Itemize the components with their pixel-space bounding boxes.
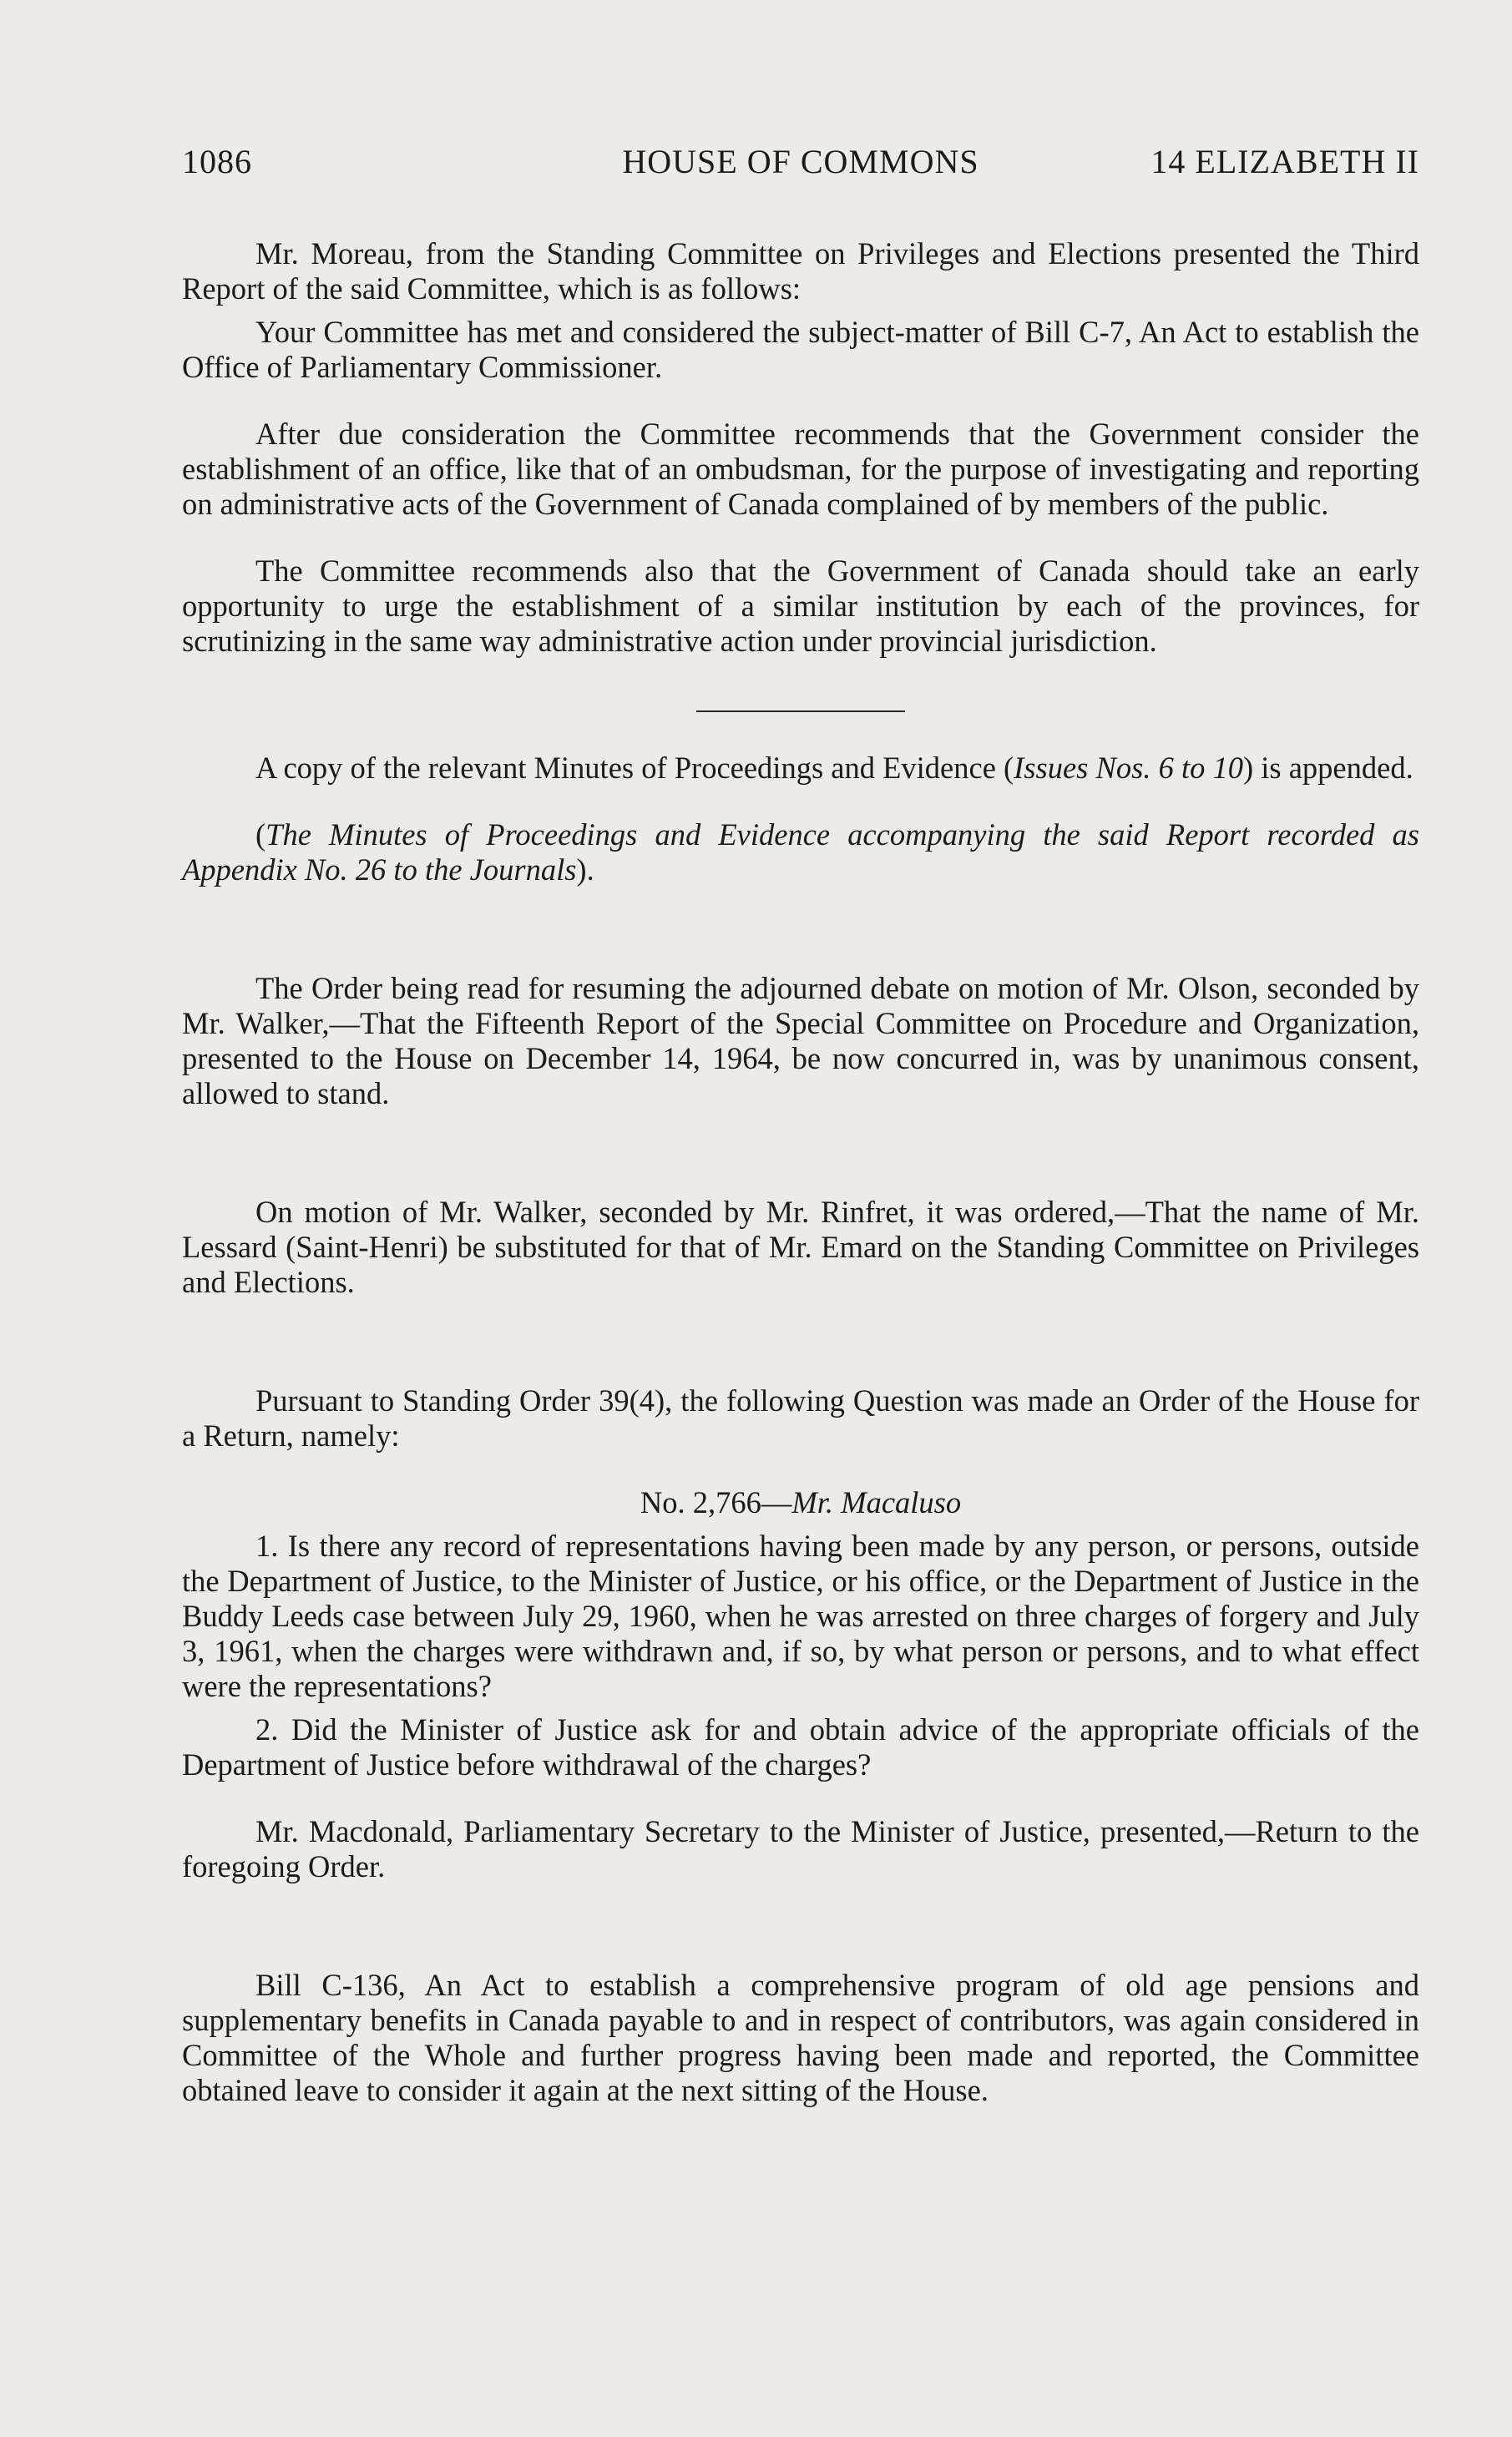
- bill-c136-entry: Bill C-136, An Act to establish a comprehensive program of old age pensions and supplementary benefits in Canada payable to and in respect of contributors, was again considered in Committee of the Whole and further progress having been made and reported, the Committee obtained leave to consider it again at the next sitting of the House.: [182, 1968, 1419, 2107]
- session-label: 14 ELIZABETH II: [1150, 143, 1419, 180]
- question-heading: No. 2,766—Mr. Macaluso: [640, 1485, 962, 1519]
- return-presented-entry: Mr. Macdonald, Parliamentary Secretary to the Minister of Justice, presented,—Return to the foregoing Order.: [182, 1814, 1419, 1883]
- minutes-appended-note: A copy of the relevant Minutes of Proceedings and Evidence (Issues Nos. 6 to 10) is appended.: [255, 751, 1413, 785]
- committee-recommendation: After due consideration the Committee recommends that the Government consider the establishment of an office, like that of an ombudsman, for the purpose of investigating and reporting on administrative acts of the Government of Canada complained of by members of the public.: [182, 417, 1419, 521]
- committee-report-body: Your Committee has met and considered the subject-matter of Bill C-7, An Act to establish the Office of Parliamentary Commissioner.: [182, 315, 1419, 384]
- journal-page: [182, 142, 1419, 2108]
- committee-substitution-entry: On motion of Mr. Walker, seconded by Mr. Rinfret, it was ordered,—That the name of Mr. Lessard (Saint-Henri) be substituted for that of Mr. Emard on the Standing Committee on Privileges and Elections.: [182, 1195, 1419, 1299]
- page-number: 1086: [182, 143, 252, 180]
- appendix-note: (The Minutes of Proceedings and Evidence accompanying the said Report recorded as Appendix No. 26 to the Journals).: [182, 817, 1419, 887]
- question-part-1: 1. Is there any record of representations having been made by any person, or persons, outside the Department of Justice, to the Minister of Justice, or his office, or the Department of Justice in the Buddy Leeds case between July 29, 1960, when he was arrested on three charges of forgery and July 3, 1961, when the charges were withdrawn and, if so, by what person or persons, and to what effect were the representations?: [182, 1529, 1419, 1703]
- committee-report-intro: Mr. Moreau, from the Standing Committee on Privileges and Elections presented the Third Report of the said Committee, which is as follows:: [182, 236, 1419, 306]
- running-title: HOUSE OF COMMONS: [622, 143, 979, 180]
- page-header: [182, 142, 1419, 181]
- section-divider: [696, 710, 905, 712]
- question-part-2: 2. Did the Minister of Justice ask for and obtain advice of the appropriate officials of the Department of Justice before withdrawal of the charges?: [182, 1712, 1419, 1782]
- return-order-entry: Pursuant to Standing Order 39(4), the following Question was made an Order of the House for a Return, namely:: [182, 1383, 1419, 1453]
- adjourned-debate-entry: The Order being read for resuming the adjourned debate on motion of Mr. Olson, seconded by Mr. Walker,—That the Fifteenth Report of the Special Committee on Procedure and Organization, presented to the House on December 14, 1964, be now concurred in, was by unanimous consent, allowed to stand.: [182, 971, 1419, 1110]
- committee-recommendation-provinces: The Committee recommends also that the Government of Canada should take an early opportunity to urge the establishment of a similar institution by each of the provinces, for scrutinizing in the same way administrative action under provincial jurisdiction.: [182, 554, 1419, 658]
